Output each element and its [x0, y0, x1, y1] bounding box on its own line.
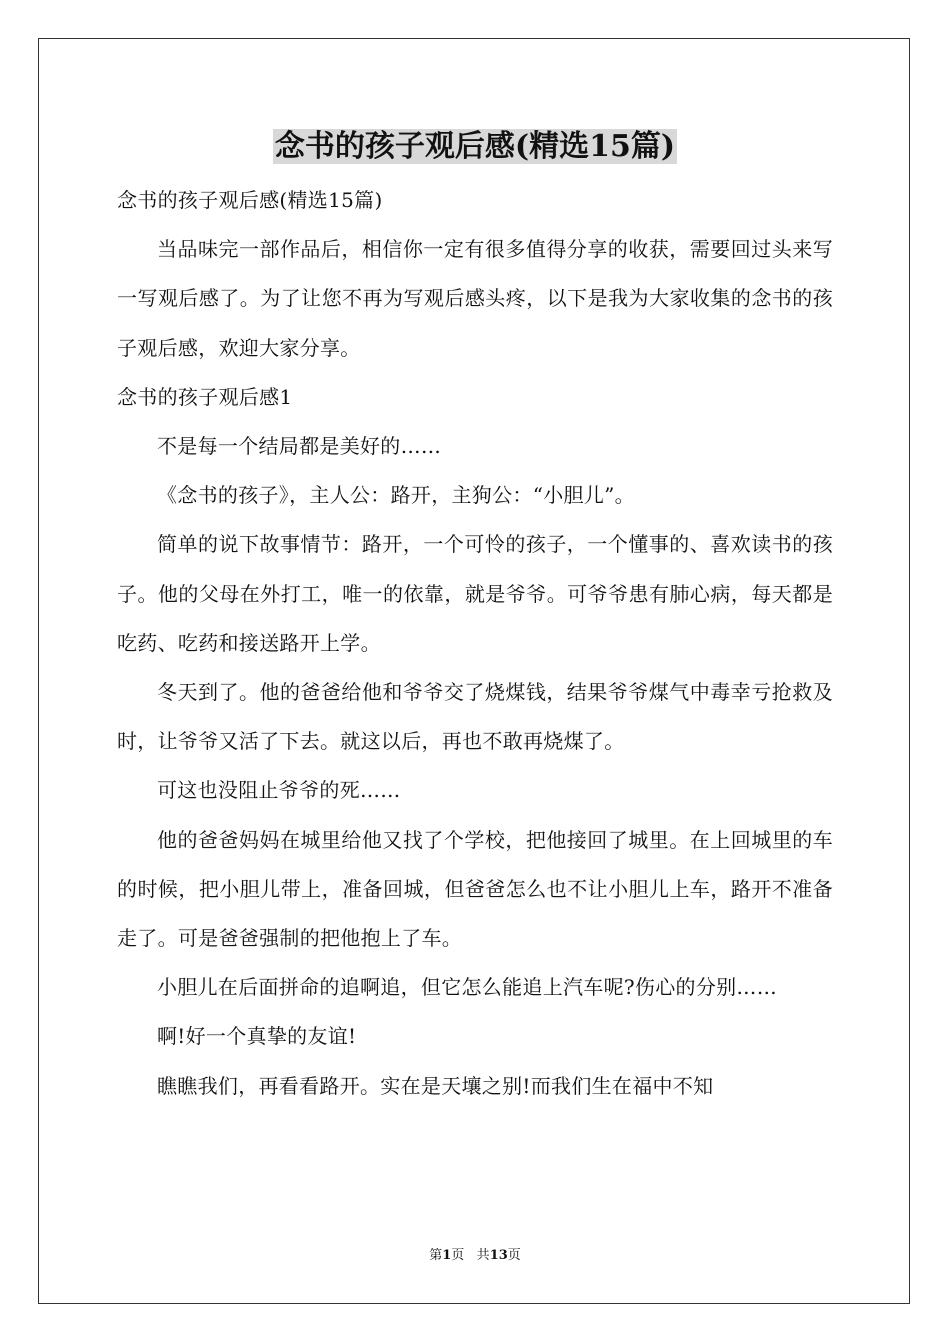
paragraph: 小胆儿在后面拼命的追啊追，但它怎么能追上汽车呢?伤心的分别…… — [157, 975, 778, 1000]
footer-page-suffix: 页 — [451, 1248, 465, 1263]
paragraph: 冬天到了。他的爸爸给他和爷爷交了烧煤钱，结果爷爷煤气中毒幸亏抢救及时，让爷爷又活了下去。就这以后，再也不敢再烧煤了。 — [117, 680, 833, 754]
paragraph: 简单的说下故事情节：路开，一个可怜的孩子，一个懂事的、喜欢读书的孩子。他的父母在外打工，唯一的依靠，就是爷爷。可爷爷患有肺心病，每天都是吃药、吃药和接送路开上学。 — [117, 532, 833, 655]
footer-total-prefix: 共 — [476, 1248, 490, 1263]
paragraph: 念书的孩子观后感(精选15篇) — [117, 188, 383, 212]
document-body — [117, 176, 833, 1111]
document-title — [0, 124, 950, 170]
paragraph: 他的爸爸妈妈在城里给他又找了个学校，把他接回了城里。在上回城里的车的时候，把小胆儿带上，准备回城，但爸爸怎么也不让小胆儿上车，路开不准备走了。可是爸爸强制的把他抱上了车。 — [117, 827, 833, 951]
paragraph: 不是每一个结局都是美好的…… — [157, 434, 442, 459]
paragraph: 可这也没阻止爷爷的死…… — [157, 778, 401, 803]
footer-page-number: 1 — [442, 1248, 452, 1263]
paragraph: 啊!好一个真挚的友谊! — [157, 1024, 357, 1049]
footer-total-pages: 13 — [489, 1248, 508, 1263]
paragraph: 《念书的孩子》，主人公：路开，主狗公：“小胆儿”。 — [157, 483, 635, 508]
page-footer — [0, 1246, 950, 1266]
paragraph: 念书的孩子观后感1 — [117, 384, 293, 409]
footer-prefix: 第 — [429, 1248, 443, 1263]
footer-total-suffix: 页 — [507, 1248, 521, 1263]
document-title-text: 念书的孩子观后感(精选15篇) — [274, 129, 676, 164]
paragraph: 当品味完一部作品后，相信你一定有很多值得分享的收获，需要回过头来写一写观后感了。为了让您不再为写观后感头疼，以下是我为大家收集的念书的孩子观后感，欢迎大家分享。 — [117, 237, 833, 360]
paragraph: 瞧瞧我们，再看看路开。实在是天壤之别!而我们生在福中不知 — [157, 1073, 714, 1098]
